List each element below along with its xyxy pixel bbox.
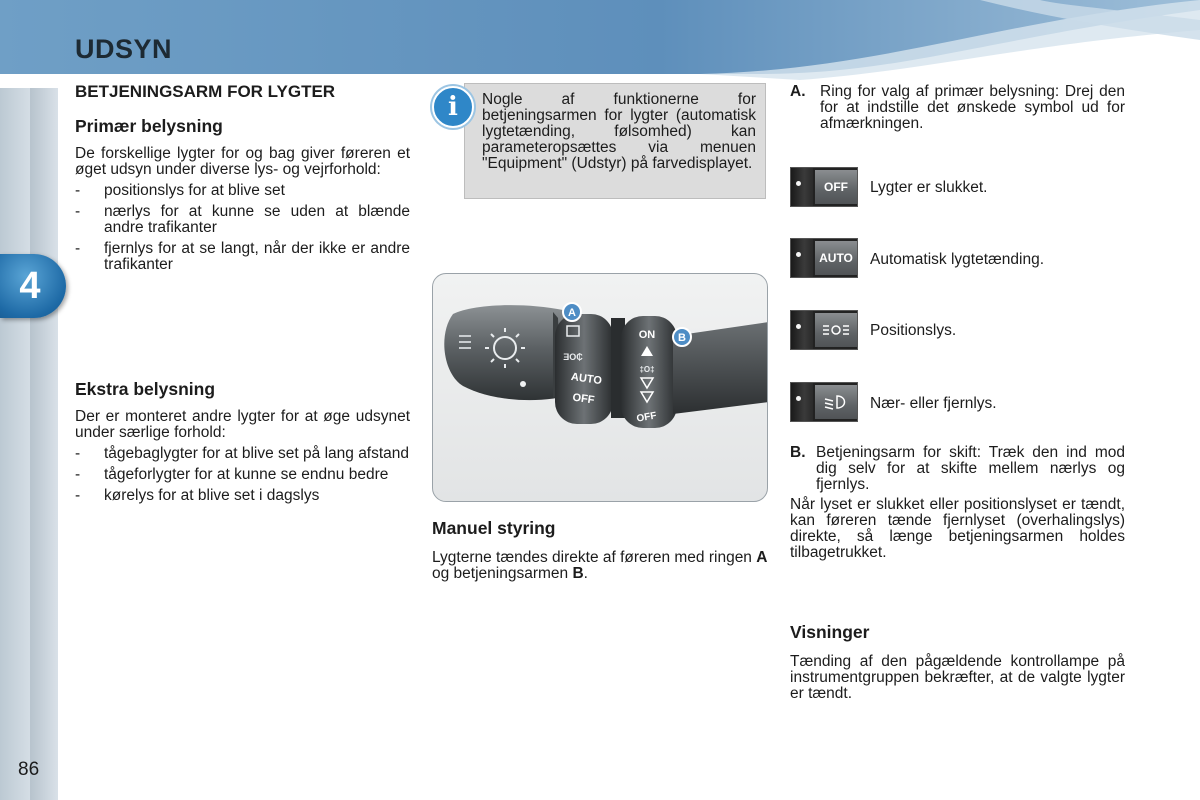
list-item: - tågeforlygter for at kunne se endnu bedre xyxy=(75,467,410,483)
primary-lighting-list xyxy=(75,183,410,273)
lighting-stalk-illustration xyxy=(433,274,768,502)
auto-position-label: Automatisk lygtetænding. xyxy=(870,251,1045,268)
manual-text-part: og betjeningsarmen xyxy=(432,565,573,582)
callout-b-label: B xyxy=(678,332,686,344)
ring-label-on: ON xyxy=(638,329,656,341)
low-high-beam-icon xyxy=(790,382,858,422)
callout-a-label: A xyxy=(568,307,576,319)
manual-control-heading: Manuel styring xyxy=(432,518,556,538)
side-lights-glyph xyxy=(821,322,851,338)
lever-b-text: Betjeningsarm for skift: Træk den ind mod dig selv for at skifte mellem nærlys og fjernlys. xyxy=(816,444,1125,493)
auto-position-icon: AUTO xyxy=(790,238,858,278)
list-item: - nærlys for at kunne se uden at blænde andre trafikanter xyxy=(75,204,410,236)
ring-label-auto: AUTO xyxy=(570,370,603,388)
lever-b-description xyxy=(790,445,1125,561)
lever-b-reference: B xyxy=(572,565,584,582)
rear-fog-ring-icon: ‡O‡ xyxy=(639,365,655,374)
position-lights-label: Positionslys. xyxy=(870,322,957,339)
extra-lighting-list xyxy=(75,446,410,504)
ring-a-text: Ring for valg af primær belysning: Drej den for at indstille det ønskede symbol ud for afmærkningen. xyxy=(820,83,1125,132)
ring-label-off-outer: OFF xyxy=(635,410,658,425)
extra-lighting-intro: Der er monteret andre lygter for at øge udsynet under særlige forhold: xyxy=(75,408,410,441)
off-position-icon: OFF xyxy=(790,167,858,207)
display-heading: Visninger xyxy=(790,622,870,642)
chapter-tab[interactable]: 4 xyxy=(0,254,66,318)
ring-a-description xyxy=(790,84,1125,132)
display-block xyxy=(790,624,1125,702)
manual-control-text xyxy=(432,550,768,582)
header-band xyxy=(0,0,1200,90)
primary-lighting-intro: De forskellige lygter for og bag giver føreren et øget udsyn under diverse lys- og vejrforhold: xyxy=(75,145,410,178)
left-column xyxy=(75,84,410,273)
list-item: - kørelys for at blive set i dagslys xyxy=(75,488,410,504)
position-lights-icon xyxy=(790,310,858,350)
lighting-stalk-figure xyxy=(432,273,768,502)
lighting-ring-a[interactable] xyxy=(555,314,613,424)
info-text: Nogle af funktionerne for betjeningsarmen for lygter (automatisk lygtetænding, følsomhed) kan parameteropsættes via menuen "Equipment" (Udstyr) på farvedisplayet. xyxy=(482,91,756,172)
low-high-beam-label: Nær- eller fjernlys. xyxy=(870,395,997,412)
list-item: - positionslys for at blive set xyxy=(75,183,410,199)
low-beam-glyph xyxy=(821,394,851,410)
display-text: Tænding af den pågældende kontrollampe på instrumentgruppen bekræfter, at de valgte lygter er tændt. xyxy=(790,653,1125,702)
list-item: - fjernlys for at se langt, når der ikke er andre trafikanter xyxy=(75,241,410,273)
ring-label-off: OFF xyxy=(571,391,596,407)
left-margin-shade xyxy=(30,88,58,800)
off-position-label: Lygter er slukket. xyxy=(870,179,988,196)
position-ring-icon: ƎO₵ xyxy=(563,352,583,362)
list-item: - tågebaglygter for at blive set på lang afstand xyxy=(75,446,410,462)
page-title: UDSYN xyxy=(75,34,173,64)
primary-lighting-heading: Primær belysning xyxy=(75,116,223,136)
marker-dot xyxy=(520,381,526,387)
page-number: 86 xyxy=(18,759,40,780)
flash-note: Når lyset er slukket eller positionslyset er tændt, kan føreren tænde fjernlyset (overhalingslys) direkte, så længe betjeningsarmen holdes tilbagetrukket. xyxy=(790,496,1125,561)
section-title: BETJENINGSARM FOR LYGTER xyxy=(75,82,336,101)
lever-b-key: B. xyxy=(790,444,806,461)
info-icon: i xyxy=(432,86,474,128)
extra-lighting-block xyxy=(75,381,410,504)
manual-text-part: Lygterne tændes direkte af føreren med ringen xyxy=(432,549,757,566)
manual-text-part: . xyxy=(583,565,588,582)
ring-a-reference: A xyxy=(756,549,768,566)
ring-a-key: A. xyxy=(790,83,806,100)
extra-lighting-heading: Ekstra belysning xyxy=(75,379,216,399)
manual-control-block xyxy=(432,520,768,582)
